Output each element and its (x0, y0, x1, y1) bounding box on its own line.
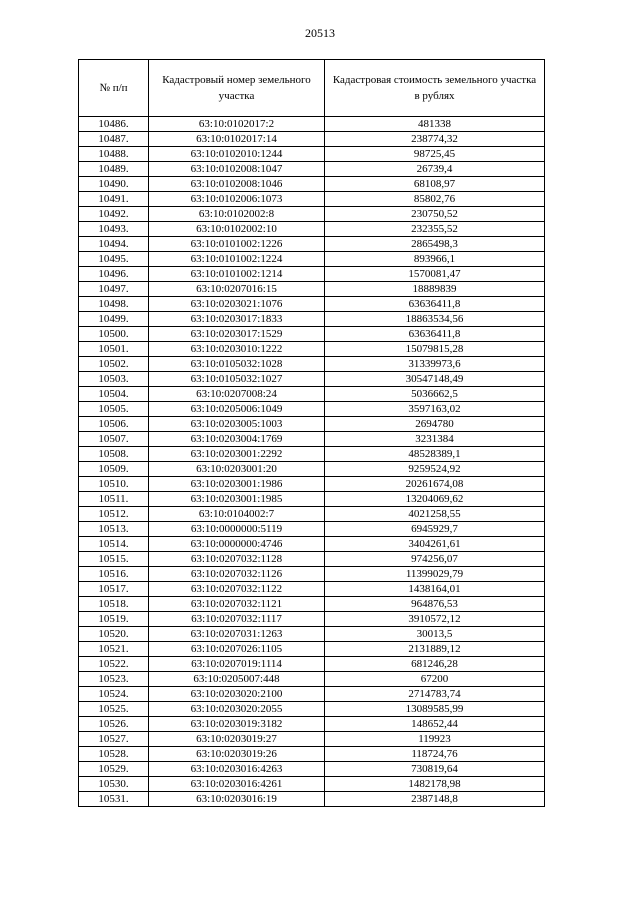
cell-row-number: 10516. (79, 567, 149, 582)
cell-row-number: 10530. (79, 777, 149, 792)
table-row (79, 132, 545, 147)
table-row (79, 147, 545, 162)
cell-cadastral-value: 148652,44 (325, 717, 545, 732)
table-row (79, 432, 545, 447)
cell-cadastral-value: 48528389,1 (325, 447, 545, 462)
header-cadastral-value: Кадастровая стоимость земельного участка в рублях (325, 60, 545, 117)
cell-row-number: 10520. (79, 627, 149, 642)
cell-cadastral-number: 63:10:0102002:8 (149, 207, 325, 222)
cell-cadastral-number: 63:10:0102006:1073 (149, 192, 325, 207)
cell-cadastral-number: 63:10:0000000:5119 (149, 522, 325, 537)
cell-cadastral-value: 681246,28 (325, 657, 545, 672)
cell-cadastral-number: 63:10:0203016:4261 (149, 777, 325, 792)
table-row (79, 597, 545, 612)
cell-cadastral-number: 63:10:0203001:1986 (149, 477, 325, 492)
cell-cadastral-value: 67200 (325, 672, 545, 687)
cell-row-number: 10524. (79, 687, 149, 702)
cell-row-number: 10486. (79, 117, 149, 132)
cell-row-number: 10492. (79, 207, 149, 222)
table-row (79, 372, 545, 387)
header-cadastral-number: Кадастровый номер земельного участка (149, 60, 325, 117)
table-row (79, 447, 545, 462)
cell-cadastral-number: 63:10:0205007:448 (149, 672, 325, 687)
cell-cadastral-number: 63:10:0203019:26 (149, 747, 325, 762)
cell-cadastral-value: 11399029,79 (325, 567, 545, 582)
cell-cadastral-value: 119923 (325, 732, 545, 747)
cell-cadastral-value: 2865498,3 (325, 237, 545, 252)
table-row (79, 252, 545, 267)
cell-row-number: 10488. (79, 147, 149, 162)
cell-cadastral-number: 63:10:0105032:1027 (149, 372, 325, 387)
cell-cadastral-value: 232355,52 (325, 222, 545, 237)
cell-cadastral-value: 5036662,5 (325, 387, 545, 402)
cell-row-number: 10525. (79, 702, 149, 717)
cell-cadastral-number: 63:10:0101002:1214 (149, 267, 325, 282)
cell-cadastral-number: 63:10:0207032:1117 (149, 612, 325, 627)
cell-row-number: 10498. (79, 297, 149, 312)
cell-row-number: 10513. (79, 522, 149, 537)
cell-row-number: 10503. (79, 372, 149, 387)
cell-cadastral-value: 2131889,12 (325, 642, 545, 657)
table-row (79, 657, 545, 672)
cell-cadastral-number: 63:10:0203019:27 (149, 732, 325, 747)
cell-row-number: 10495. (79, 252, 149, 267)
cell-cadastral-value: 9259524,92 (325, 462, 545, 477)
cell-row-number: 10505. (79, 402, 149, 417)
cell-cadastral-value: 1570081,47 (325, 267, 545, 282)
table-row (79, 672, 545, 687)
cell-cadastral-value: 730819,64 (325, 762, 545, 777)
table-row (79, 732, 545, 747)
cell-cadastral-number: 63:10:0207008:24 (149, 387, 325, 402)
cell-cadastral-number: 63:10:0207032:1122 (149, 582, 325, 597)
cell-row-number: 10515. (79, 552, 149, 567)
table-row (79, 417, 545, 432)
cell-cadastral-value: 2694780 (325, 417, 545, 432)
cadastral-value-table (78, 59, 545, 807)
cell-cadastral-value: 15079815,28 (325, 342, 545, 357)
cell-cadastral-number: 63:10:0102010:1244 (149, 147, 325, 162)
cell-row-number: 10490. (79, 177, 149, 192)
cell-cadastral-value: 893966,1 (325, 252, 545, 267)
cell-row-number: 10487. (79, 132, 149, 147)
cell-row-number: 10528. (79, 747, 149, 762)
cell-cadastral-number: 63:10:0207032:1128 (149, 552, 325, 567)
cell-cadastral-number: 63:10:0203005:1003 (149, 417, 325, 432)
cell-row-number: 10504. (79, 387, 149, 402)
table-row (79, 702, 545, 717)
cell-cadastral-number: 63:10:0203021:1076 (149, 297, 325, 312)
table-row (79, 522, 545, 537)
cell-row-number: 10499. (79, 312, 149, 327)
cell-cadastral-number: 63:10:0205006:1049 (149, 402, 325, 417)
table-row (79, 207, 545, 222)
cell-cadastral-value: 18863534,56 (325, 312, 545, 327)
cell-cadastral-value: 13204069,62 (325, 492, 545, 507)
cell-row-number: 10510. (79, 477, 149, 492)
cell-cadastral-number: 63:10:0101002:1224 (149, 252, 325, 267)
cell-cadastral-number: 63:10:0203001:2292 (149, 447, 325, 462)
table-row (79, 342, 545, 357)
table-row (79, 402, 545, 417)
table-row (79, 537, 545, 552)
cell-row-number: 10511. (79, 492, 149, 507)
table-row (79, 477, 545, 492)
cell-cadastral-value: 481338 (325, 117, 545, 132)
cell-cadastral-number: 63:10:0203016:4263 (149, 762, 325, 777)
cell-cadastral-value: 30547148,49 (325, 372, 545, 387)
cell-cadastral-value: 238774,32 (325, 132, 545, 147)
table-row (79, 312, 545, 327)
cell-row-number: 10531. (79, 792, 149, 807)
cell-cadastral-number: 63:10:0203017:1529 (149, 327, 325, 342)
cell-cadastral-value: 31339973,6 (325, 357, 545, 372)
table-row (79, 582, 545, 597)
cell-row-number: 10527. (79, 732, 149, 747)
cell-cadastral-number: 63:10:0203004:1769 (149, 432, 325, 447)
cell-row-number: 10526. (79, 717, 149, 732)
cell-cadastral-value: 3404261,61 (325, 537, 545, 552)
table-row (79, 507, 545, 522)
cell-cadastral-number: 63:10:0102017:14 (149, 132, 325, 147)
cell-row-number: 10522. (79, 657, 149, 672)
cell-row-number: 10494. (79, 237, 149, 252)
table-row (79, 117, 545, 132)
cell-cadastral-value: 2387148,8 (325, 792, 545, 807)
cell-cadastral-number: 63:10:0207026:1105 (149, 642, 325, 657)
cell-cadastral-value: 1438164,01 (325, 582, 545, 597)
cell-cadastral-number: 63:10:0203020:2055 (149, 702, 325, 717)
table-row (79, 267, 545, 282)
cell-cadastral-number: 63:10:0102008:1047 (149, 162, 325, 177)
cell-row-number: 10506. (79, 417, 149, 432)
cell-cadastral-number: 63:10:0207019:1114 (149, 657, 325, 672)
cell-cadastral-value: 20261674,08 (325, 477, 545, 492)
header-row (79, 60, 545, 117)
cell-cadastral-value: 85802,76 (325, 192, 545, 207)
table-row (79, 462, 545, 477)
cell-cadastral-number: 63:10:0203019:3182 (149, 717, 325, 732)
cell-row-number: 10523. (79, 672, 149, 687)
cell-row-number: 10521. (79, 642, 149, 657)
cell-cadastral-number: 63:10:0203017:1833 (149, 312, 325, 327)
cell-cadastral-value: 3231384 (325, 432, 545, 447)
cell-cadastral-number: 63:10:0207032:1121 (149, 597, 325, 612)
table-row (79, 222, 545, 237)
cell-cadastral-value: 974256,07 (325, 552, 545, 567)
cell-cadastral-value: 18889839 (325, 282, 545, 297)
table-row (79, 357, 545, 372)
cell-row-number: 10529. (79, 762, 149, 777)
cell-cadastral-number: 63:10:0203001:1985 (149, 492, 325, 507)
cell-cadastral-number: 63:10:0102017:2 (149, 117, 325, 132)
cell-cadastral-value: 230750,52 (325, 207, 545, 222)
header-number: № п/п (79, 60, 149, 117)
table-row (79, 747, 545, 762)
cell-cadastral-number: 63:10:0203001:20 (149, 462, 325, 477)
table-row (79, 492, 545, 507)
table-row (79, 762, 545, 777)
cell-row-number: 10496. (79, 267, 149, 282)
cell-cadastral-number: 63:10:0203020:2100 (149, 687, 325, 702)
cell-cadastral-value: 118724,76 (325, 747, 545, 762)
cell-cadastral-value: 68108,97 (325, 177, 545, 192)
table-row (79, 642, 545, 657)
table-row (79, 567, 545, 582)
cell-cadastral-value: 63636411,8 (325, 297, 545, 312)
cell-row-number: 10501. (79, 342, 149, 357)
cell-row-number: 10493. (79, 222, 149, 237)
cell-cadastral-value: 1482178,98 (325, 777, 545, 792)
cell-cadastral-number: 63:10:0102002:10 (149, 222, 325, 237)
cell-row-number: 10507. (79, 432, 149, 447)
cell-row-number: 10514. (79, 537, 149, 552)
cell-cadastral-number: 63:10:0207032:1126 (149, 567, 325, 582)
cell-row-number: 10502. (79, 357, 149, 372)
cell-cadastral-value: 63636411,8 (325, 327, 545, 342)
table-row (79, 387, 545, 402)
table-body (79, 117, 545, 807)
cell-cadastral-number: 63:10:0105032:1028 (149, 357, 325, 372)
cell-cadastral-number: 63:10:0203016:19 (149, 792, 325, 807)
table-row (79, 687, 545, 702)
cell-row-number: 10518. (79, 597, 149, 612)
cell-cadastral-value: 13089585,99 (325, 702, 545, 717)
table-row (79, 297, 545, 312)
cell-cadastral-value: 3910572,12 (325, 612, 545, 627)
cell-cadastral-value: 2714783,74 (325, 687, 545, 702)
cell-cadastral-value: 26739,4 (325, 162, 545, 177)
table-row (79, 792, 545, 807)
cell-row-number: 10509. (79, 462, 149, 477)
table-row (79, 282, 545, 297)
cell-cadastral-value: 3597163,02 (325, 402, 545, 417)
table-row (79, 162, 545, 177)
cell-row-number: 10519. (79, 612, 149, 627)
cell-cadastral-number: 63:10:0207031:1263 (149, 627, 325, 642)
cell-row-number: 10497. (79, 282, 149, 297)
cell-row-number: 10500. (79, 327, 149, 342)
cell-row-number: 10489. (79, 162, 149, 177)
cell-row-number: 10517. (79, 582, 149, 597)
table-row (79, 777, 545, 792)
cell-cadastral-number: 63:10:0000000:4746 (149, 537, 325, 552)
table-row (79, 717, 545, 732)
cell-row-number: 10508. (79, 447, 149, 462)
table-row (79, 552, 545, 567)
cell-cadastral-value: 6945929,7 (325, 522, 545, 537)
cell-cadastral-value: 4021258,55 (325, 507, 545, 522)
cell-cadastral-number: 63:10:0207016:15 (149, 282, 325, 297)
cell-cadastral-number: 63:10:0101002:1226 (149, 237, 325, 252)
cell-cadastral-number: 63:10:0104002:7 (149, 507, 325, 522)
table-row (79, 327, 545, 342)
cell-cadastral-value: 98725,45 (325, 147, 545, 162)
table-row (79, 192, 545, 207)
cell-cadastral-number: 63:10:0203010:1222 (149, 342, 325, 357)
table-row (79, 627, 545, 642)
table-row (79, 612, 545, 627)
cell-cadastral-value: 964876,53 (325, 597, 545, 612)
cell-row-number: 10491. (79, 192, 149, 207)
cell-cadastral-number: 63:10:0102008:1046 (149, 177, 325, 192)
table-row (79, 237, 545, 252)
cell-cadastral-value: 30013,5 (325, 627, 545, 642)
table-row (79, 177, 545, 192)
page-number: 20513 (305, 26, 335, 40)
table-header (79, 60, 545, 117)
cell-row-number: 10512. (79, 507, 149, 522)
